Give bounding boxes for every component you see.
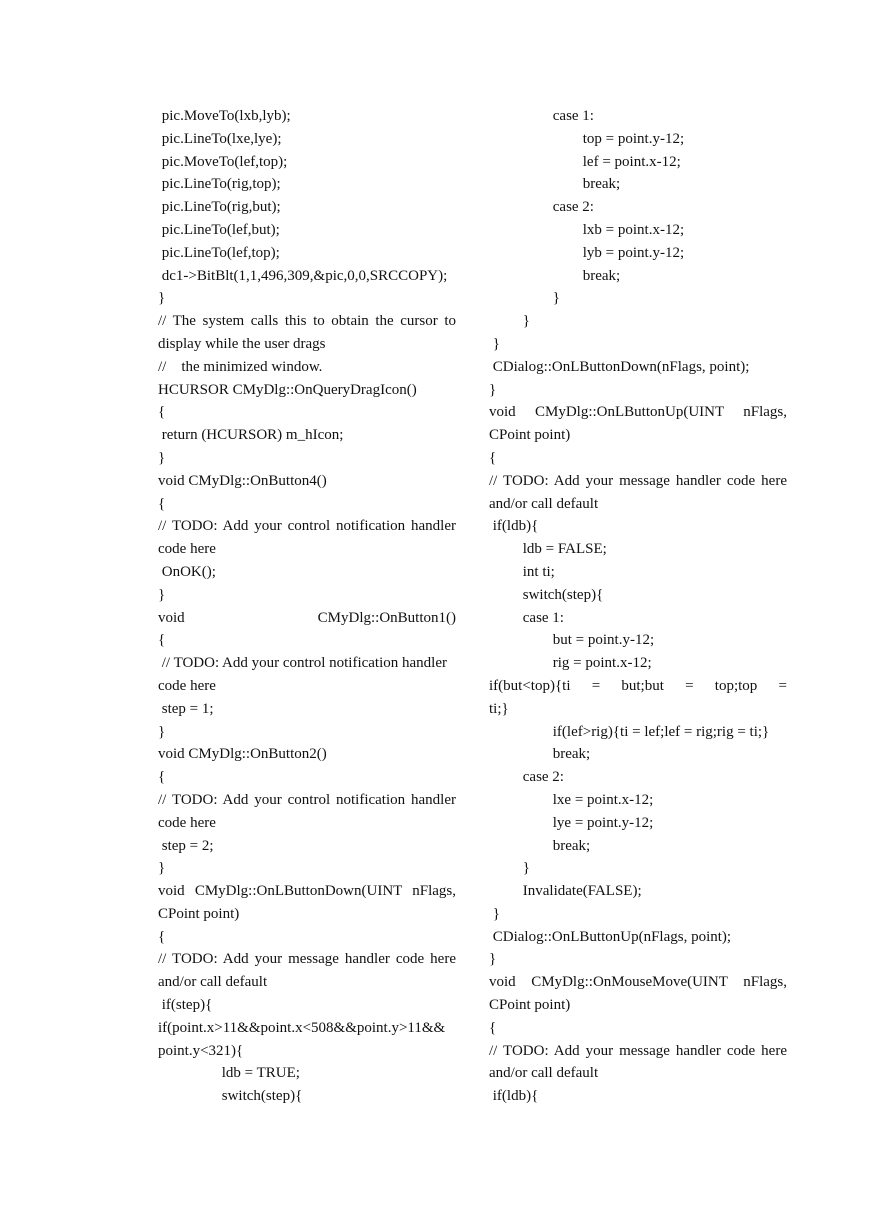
code-line: break; <box>489 267 621 284</box>
code-line: // TODO: Add your control notification handler <box>158 655 447 672</box>
code-line: case 1: <box>489 609 564 626</box>
code-line: } <box>489 860 530 877</box>
code-line: void CMyDlg::OnLButtonUp(UINT nFlags, <box>489 404 787 421</box>
code-line: and/or call default <box>158 974 268 991</box>
code-line: if(step){ <box>158 997 213 1014</box>
code-line: { <box>158 769 166 786</box>
code-line: return (HCURSOR) m_hIcon; <box>158 427 344 444</box>
code-line: { <box>489 449 497 466</box>
code-line: case 1: <box>489 108 594 124</box>
code-line: rig = point.x-12; <box>489 655 652 672</box>
code-line: if(ldb){ <box>489 518 539 535</box>
code-line: } <box>158 723 166 740</box>
code-line: case 2: <box>489 769 564 786</box>
left-code-column <box>158 105 456 1108</box>
code-line: dc1->BitBlt(1,1,496,309,&pic,0,0,SRCCOPY); <box>158 267 448 284</box>
code-line: switch(step){ <box>158 1088 303 1105</box>
code-line: code here <box>158 677 216 694</box>
code-line: // TODO: Add your message handler code here <box>489 472 787 489</box>
code-line: ldb = FALSE; <box>489 541 607 558</box>
code-line: CDialog::OnLButtonDown(nFlags, point); <box>489 358 750 375</box>
code-line: // TODO: Add your message handler code here <box>158 951 456 968</box>
right-code-column <box>489 105 787 1108</box>
code-line: CPoint point) <box>489 427 571 444</box>
code-line: } <box>158 290 166 307</box>
code-line: if(but<top){ti = but;but = top;top = <box>489 677 787 694</box>
code-line: step = 1; <box>158 700 214 717</box>
code-line: void CMyDlg::OnMouseMove(UINT nFlags, <box>489 974 787 991</box>
code-line: } <box>158 586 166 603</box>
code-line: point.y<321){ <box>158 1042 244 1059</box>
code-line: } <box>489 381 497 398</box>
code-line: lyb = point.y-12; <box>489 244 685 261</box>
code-line: if(ldb){ <box>489 1088 539 1105</box>
code-line: but = point.y-12; <box>489 632 655 649</box>
code-line: lxe = point.x-12; <box>489 791 654 808</box>
code-line: // TODO: Add your control notification handler <box>158 518 456 535</box>
code-line: CPoint point) <box>489 997 571 1014</box>
code-line: break; <box>489 837 591 854</box>
code-line: lye = point.y-12; <box>489 814 654 831</box>
code-line: if(lef>rig){ti = lef;lef = rig;rig = ti;} <box>489 723 770 740</box>
code-line: switch(step){ <box>489 586 604 603</box>
code-line: pic.LineTo(lef,top); <box>158 244 280 261</box>
code-line: } <box>158 860 166 877</box>
code-line: } <box>158 449 166 466</box>
code-line: void CMyDlg::OnButton4() <box>158 472 327 489</box>
code-line: display while the user drags <box>158 335 326 352</box>
code-line: step = 2; <box>158 837 214 854</box>
code-line: if(point.x>11&&point.x<508&&point.y>11&& <box>158 1019 446 1036</box>
code-line: case 2: <box>489 199 594 216</box>
code-line: and/or call default <box>489 1065 599 1082</box>
code-line: top = point.y-12; <box>489 130 685 147</box>
code-line: pic.LineTo(rig,top); <box>158 176 281 193</box>
code-line: code here <box>158 541 216 558</box>
code-line: ldb = TRUE; <box>158 1065 300 1082</box>
code-line: // the minimized window. <box>158 358 323 375</box>
code-line: int ti; <box>489 563 555 580</box>
code-line: // TODO: Add your message handler code here <box>489 1042 787 1059</box>
code-line: pic.MoveTo(lef,top); <box>158 153 288 170</box>
code-line: pic.LineTo(lef,but); <box>158 221 280 238</box>
code-line: { <box>158 928 166 945</box>
code-line: pic.LineTo(lxe,lye); <box>158 130 282 147</box>
code-line: ti;} <box>489 700 509 717</box>
code-line: HCURSOR CMyDlg::OnQueryDragIcon() <box>158 381 417 398</box>
code-line: code here <box>158 814 216 831</box>
code-line: { <box>158 632 166 649</box>
code-line: pic.LineTo(rig,but); <box>158 199 281 216</box>
code-line: break; <box>489 176 621 193</box>
code-line: and/or call default <box>489 495 599 512</box>
code-line: CDialog::OnLButtonUp(nFlags, point); <box>489 928 732 945</box>
code-line: } <box>489 951 497 968</box>
code-line: // TODO: Add your control notification handler <box>158 791 456 808</box>
code-line: { <box>158 404 166 421</box>
code-line: CPoint point) <box>158 905 240 922</box>
code-line: break; <box>489 746 591 763</box>
code-line: pic.MoveTo(lxb,lyb); <box>158 108 291 124</box>
code-line: void CMyDlg::OnButton2() <box>158 746 327 763</box>
code-line: void CMyDlg::OnLButtonDown(UINT nFlags, <box>158 883 456 900</box>
code-line: OnOK(); <box>158 563 216 580</box>
code-line: } <box>489 335 500 352</box>
code-line: } <box>489 290 560 307</box>
code-line: } <box>489 905 500 922</box>
code-line: lxb = point.x-12; <box>489 221 685 238</box>
code-line: { <box>489 1019 497 1036</box>
code-line: // The system calls this to obtain the cursor to <box>158 313 456 330</box>
code-line: void CMyDlg::OnButton1() <box>158 609 456 626</box>
code-line: lef = point.x-12; <box>489 153 681 170</box>
code-line: } <box>489 313 530 330</box>
code-line: Invalidate(FALSE); <box>489 883 642 900</box>
code-line: { <box>158 495 166 512</box>
